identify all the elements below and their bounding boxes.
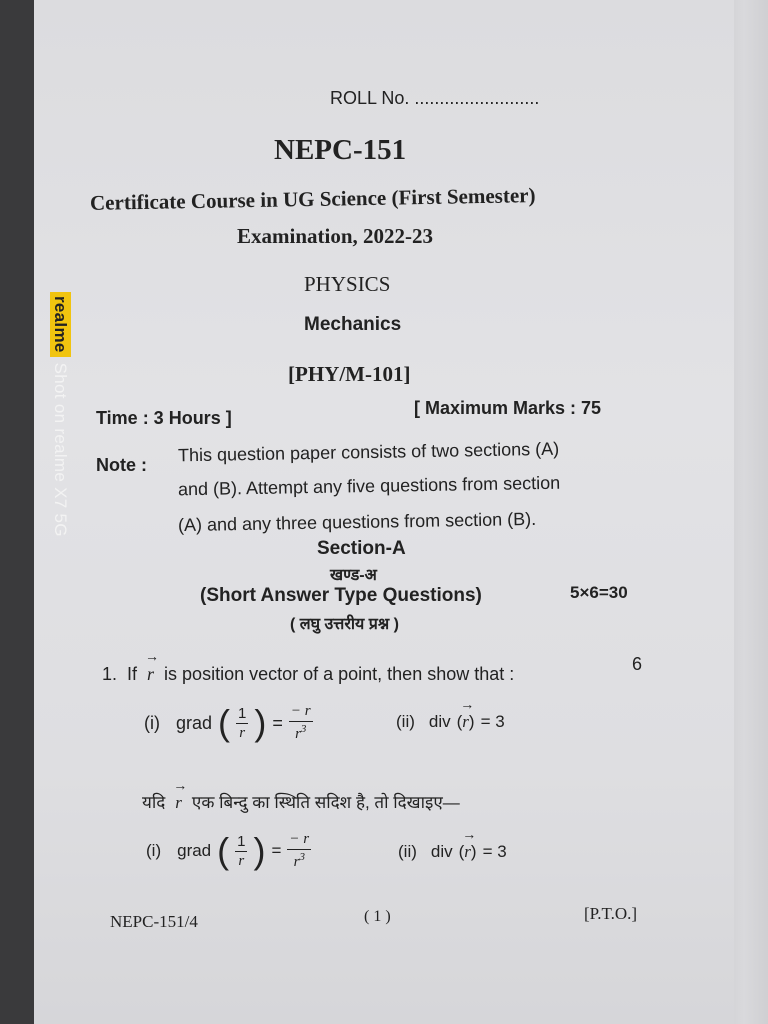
section-title: Section-A (317, 538, 406, 559)
div-operator: div (428, 712, 451, 731)
topic: Mechanics (304, 314, 402, 335)
question-1-marks: 6 (632, 654, 643, 674)
equation-div-2: (ii) div (→ r) = 3 (398, 842, 507, 862)
equation-div-1: (ii) div (→ r) = 3 (396, 712, 505, 732)
section-marks: 5×6=30 (570, 583, 628, 602)
div-result: = 3 (480, 712, 505, 731)
section-title-hindi: खण्ड-अ (330, 567, 377, 584)
div-operator-2: div (430, 842, 453, 861)
please-turn-over: [P.T.O.] (584, 904, 638, 923)
fraction-one-over-r: $\frac{1}{r}$ (238, 704, 247, 741)
watermark-text: Shot on realme X7 5G (51, 362, 70, 537)
div-vector-2: → r (464, 842, 471, 862)
left-paren: ( (218, 702, 231, 743)
roll-number: ROLL No. ......................... (330, 88, 540, 108)
footer-code: NEPC-151/4 (110, 912, 198, 931)
note-line-2: and (B). Attempt any five questions from section (177, 472, 561, 500)
div-vector: → r (462, 712, 469, 732)
grad-operator-2: grad (177, 841, 212, 860)
subject: PHYSICS (304, 272, 391, 296)
background-strip (0, 0, 34, 1024)
note-line-1: This question paper consists of two sections (A) (177, 438, 560, 466)
equals-sign-2: = (271, 841, 282, 860)
exam-year: Examination, 2022-23 (237, 224, 434, 248)
note-label: Note : (96, 455, 147, 475)
position-vector: → r (147, 664, 154, 685)
exam-paper (34, 0, 734, 1024)
fraction-minus-r-over-r-cubed: $\frac{- r}{r^3}$ (290, 703, 311, 742)
equals-sign: = (272, 712, 283, 733)
paper-code: NEPC-151 (274, 134, 407, 166)
part-i-label-2: (i) (146, 841, 162, 860)
page-number: ( 1 ) (364, 908, 391, 925)
right-paren-2: ) (253, 830, 266, 871)
section-subtitle: (Short Answer Type Questions) (200, 585, 482, 606)
hindi-text-before: यदि (142, 793, 166, 812)
course-title: Certificate Course in UG Science (First Semester) (89, 183, 536, 215)
maximum-marks: [ Maximum Marks : 75 (414, 398, 602, 418)
part-i-label: (i) (144, 712, 160, 733)
question-text-after: is position vector of a point, then show that : (164, 664, 515, 684)
question-1 (102, 664, 514, 685)
course-code: [PHY/M-101] (288, 362, 411, 386)
position-vector-hindi: → r (175, 793, 182, 813)
question-1-hindi (142, 790, 460, 813)
right-paren: ) (254, 702, 267, 743)
time-allowed: Time : 3 Hours ] (96, 408, 232, 428)
watermark-brand: realme (50, 292, 71, 357)
part-ii-label: (ii) (396, 712, 415, 731)
question-text-before: If (127, 664, 138, 684)
camera-watermark (50, 292, 70, 537)
hindi-text-after: एक बिन्दु का स्थिति सदिश है, तो दिखाइए— (191, 793, 460, 812)
part-ii-label-2: (ii) (398, 842, 417, 861)
section-subtitle-hindi: ( लघु उत्तरीय प्रश्न ) (290, 616, 399, 633)
note-line-3: (A) and any three questions from section (B). (177, 508, 537, 536)
left-paren-2: ( (217, 830, 230, 871)
fraction-one-over-r-2: $\frac{1}{r}$ (237, 832, 246, 869)
fraction-minus-r-over-r-cubed-2: $\frac{- r}{r^3}$ (289, 831, 310, 870)
div-result-2: = 3 (482, 842, 507, 861)
equation-grad-2 (146, 832, 311, 870)
question-number: 1. (102, 664, 118, 684)
equation-grad-1 (144, 704, 313, 742)
grad-operator: grad (176, 712, 213, 733)
